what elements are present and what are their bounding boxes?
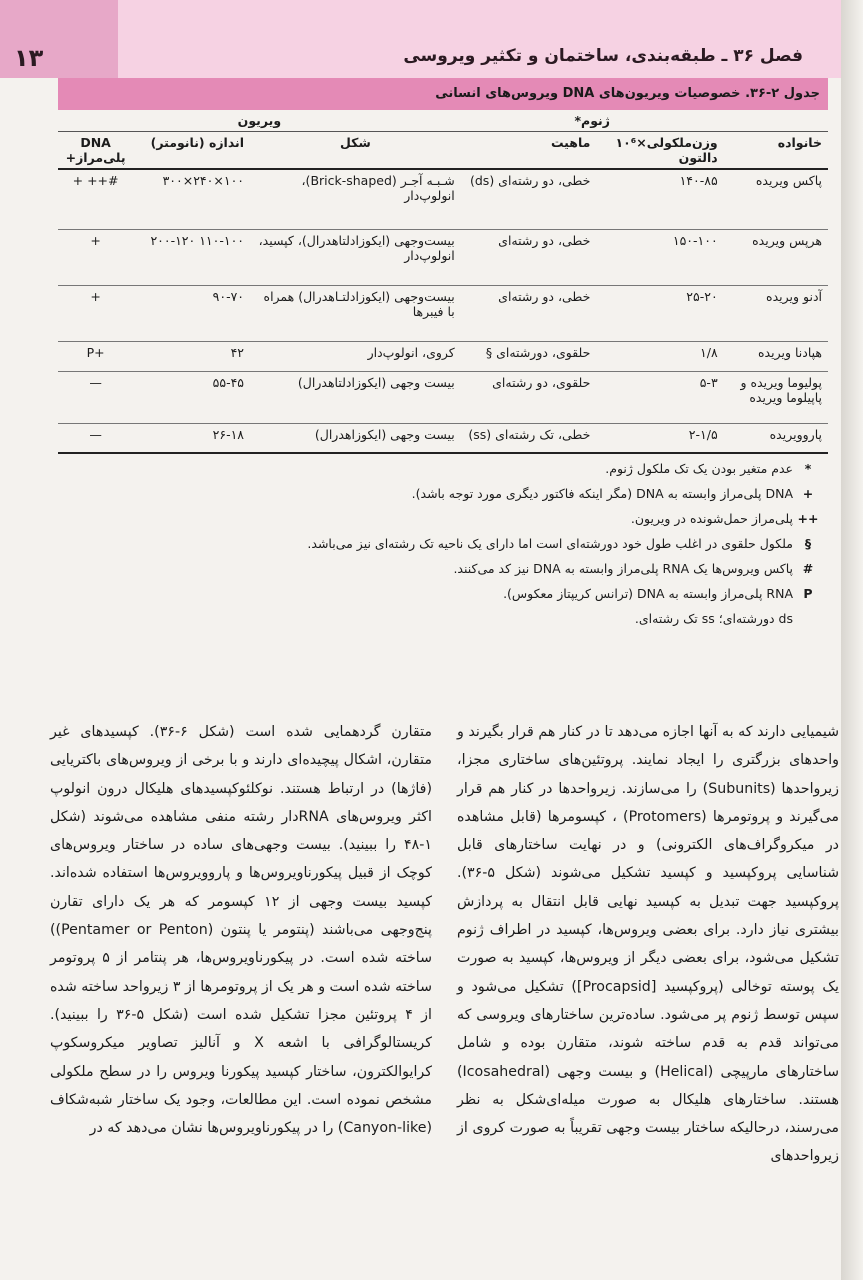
- footnote: [63, 581, 823, 606]
- footnote-symbol: +: [802, 486, 814, 501]
- cell-family: هپادنا ویریده: [757, 344, 822, 360]
- cell-shape: بیست‌وجهی (ایکوزادلتـاهدرال) همراه با فیبرها: [263, 288, 455, 319]
- cell-shape: کروی، انولوپ‌دار: [367, 344, 455, 360]
- cell-nature: خطی، تک رشته‌ای (ss): [468, 426, 591, 442]
- table-row: [58, 371, 828, 423]
- cell-mw: ۱۴۰-۸۵: [679, 173, 718, 188]
- footnote: [63, 481, 823, 506]
- genome-group-header: ژنوم*: [461, 110, 724, 132]
- col-shape: شکل: [250, 132, 461, 170]
- virion-group-header: ویریون: [58, 110, 461, 132]
- cell-polymerase: —: [89, 426, 102, 442]
- cell-mw: ۲-۱/۵: [688, 426, 718, 442]
- footnote: [63, 606, 823, 631]
- page-edge-shadow: [841, 0, 863, 1280]
- cell-nature: حلقوی، دورشته‌ای §: [485, 344, 591, 360]
- cell-polymerase: +: [90, 232, 101, 248]
- table-row: [58, 341, 828, 371]
- cell-nature: حلقوی، دو رشته‌ای: [492, 374, 591, 390]
- cell-polymerase: +: [90, 288, 101, 304]
- page-number: ۱۳: [14, 44, 44, 72]
- table-footnotes: [63, 456, 823, 631]
- cell-family: پاروویریده: [769, 426, 822, 442]
- cell-mw: ۱/۸: [700, 344, 718, 360]
- cell-polymerase: #++ +: [72, 173, 119, 188]
- footnote-text: ملکول حلقوی در اغلب طول خود دورشته‌ای است اما دارای یک ناحیه تک رشته‌ای نیز می‌باشد.: [307, 536, 793, 551]
- body-paragraph: متقارن گردهمایی شده است (شکل ۶-۳۶). کپسیدهای غیر متقارن، اشکال پیچیده‌ای دارند و با برخی از ویروس‌های باکتریایی (فاژها) در ارتباط هستند. نوکلئوکپسیدهای هلیکال درون انولوپ اکثر ویروس‌های RNAدار رشته منفی مشاهده می‌شوند (شکل ۱-۴۸ را ببینید). بیست وجهی‌های ساده در ساختار ویروس‌های کوچک از قبیل پیکورناویروس‌ها و پاروویروس‌ها استفاده شده‌اند. کپسید بیست وجهی از ۱۲ کپسومر که هر یک دارای تقارن پنج‌وجهی می‌باشند (پنتومر یا پنتون (Pentamer or Penton)) ساخته شده است. در پیکورناویروس‌ها، هر پنتامر از ۵ پروتومر ساخته شده است و هر یک از پروتومرها از ۳ زیرواحد ساخته شده از ۴ پروتئین مجزا تشکیل شده است (شکل ۵-۳۶ را ببینید). کریستالوگرافی با اشعه X و آنالیز تصاویر میکروسکوپ کرایوالکترون، ساختار کپسید پیکورنا ویروس را در سطح ملکولی مشخص نموده است. این مطالعات، وجود یک ساختار شبه‌شکاف (Canyon-like) را در پیکورناویروس‌ها نشان می‌دهد که در: [50, 724, 433, 1137]
- chapter-title: فصل ۳۶ ـ طبقه‌بندی، ساختمان و تکثیر ویروسی: [403, 46, 803, 66]
- footnote: [63, 506, 823, 531]
- cell-mw: ۲۵-۲۰: [686, 288, 718, 304]
- footnote-text: پلی‌مراز حمل‌شونده در ویریون.: [630, 511, 793, 526]
- col-polymerase: DNA پلی‌مراز+: [58, 132, 133, 170]
- cell-shape: شـبـه آجـر (Brick-shaped)، انولوپ‌دار: [301, 173, 455, 203]
- cell-mw: ۵-۳: [699, 374, 718, 390]
- footnote-text: DNA پلی‌مراز وابسته به DNA (مگر اینکه فاکتور دیگری مورد توجه باشد).: [411, 486, 793, 501]
- footnote-symbol: ++: [797, 511, 819, 526]
- cell-family: پولیوما ویریده و پاپیلوما ویریده: [740, 374, 822, 405]
- footnote: [63, 456, 823, 481]
- cell-size: ۱۰۰×۲۴۰×۳۰۰: [162, 173, 245, 188]
- cell-size: ۲۶-۱۸: [212, 426, 245, 442]
- virion-table: [58, 78, 828, 454]
- properties-table: [58, 110, 828, 454]
- cell-nature: خطی، دو رشته‌ای: [498, 288, 591, 304]
- footnote-text: پاکس ویروس‌ها یک RNA پلی‌مراز وابسته به DNA نیز کد می‌کنند.: [453, 561, 793, 576]
- footnote: [63, 556, 823, 581]
- page-header: [0, 0, 863, 78]
- cell-size: ۹۰-۷۰: [212, 288, 245, 304]
- table-row: [58, 229, 828, 285]
- cell-shape: بیست‌وجهی (ایکوزادلتاهدرال)، کپسید، انولوپ‌دار: [258, 232, 455, 263]
- cell-family: پاکس ویریده: [755, 173, 822, 188]
- footnote-symbol: *: [804, 461, 812, 476]
- table-caption: جدول ۲-۳۶. خصوصیات ویریون‌های DNA ویروس‌های انسانی: [58, 78, 828, 110]
- col-nature: ماهیت: [461, 132, 597, 170]
- cell-shape: بیست وجهی (ایکوزاهدرال): [314, 426, 455, 442]
- cell-size: ۵۵-۴۵: [212, 374, 245, 390]
- cell-family: آدنو ویریده: [766, 288, 822, 304]
- cell-nature: خطی، دو رشته‌ای (ds): [469, 173, 591, 188]
- cell-polymerase: —: [89, 374, 102, 390]
- cell-shape: بیست وجهی (ایکوزادلتاهدرال): [297, 374, 455, 390]
- table-row: [58, 285, 828, 341]
- footnote-text: عدم متغیر بودن یک تک ملکول ژنوم.: [605, 461, 793, 476]
- cell-nature: خطی، دو رشته‌ای: [498, 232, 591, 248]
- footnote-symbol: P: [803, 586, 813, 601]
- col-family: خانواده: [724, 132, 828, 170]
- empty-header: [724, 110, 828, 132]
- footnote-symbol: [793, 606, 823, 631]
- cell-size: ۱۱۰-۱۰۰ ۲۰۰-۱۲۰: [150, 232, 245, 248]
- body-paragraph: شیمیایی دارند که به آنها اجازه می‌دهد تا در کنار هم قرار بگیرند و واحدهای بزرگتری را ایجاد نمایند. پروتئین‌های ساختاری مجزا، زیرواحدها (Subunits) را می‌سازند. زیرواحدها در کنار هم قرار می‌گیرند و پروتومرها (Protomers) ، کپسومرها (قابل مشاهده در میکروگراف‌های الکترونی) و در نهایت ساختارهای قابل شناسایی پروکپسید و کپسید تشکیل می‌شوند (شکل ۵-۳۶). پروکپسید جهت تبدیل به کپسید نهایی قابل انتقال به پردازش بیشتری نیاز دارد. برای بعضی ویروس‌ها، کپسید در اطراف ژنوم تشکیل می‌شود، برای بعضی دیگر از ویروس‌ها، کپسید به صورت یک پوسته توخالی (پروکپسید [Procapsid]) تشکیل می‌شود و سپس توسط ژنوم پر می‌شود. ساده‌ترین ساختارهای ویروسی که می‌تواند قدم به قدم ساخته شوند، متقارن بوده و شامل ساختارهای مارپیچی (Helical) و بیست وجهی (Icosahedral) هستند. ساختارهای هلیکال به صورت میله‌ای‌شکل به نظر می‌رسند، درحالیکه ساختار بیست وجهی تقریباً به صورت کروی از زیرواحدهای: [457, 724, 839, 1165]
- cell-polymerase: +P: [86, 344, 105, 360]
- col-mw: وزن‌ملکولی×۱۰⁶ دالتون: [596, 132, 723, 170]
- footnote-text: RNA پلی‌مراز وابسته به DNA (ترانس کریپتاز معکوس).: [503, 586, 793, 601]
- footnote: [63, 531, 823, 556]
- cell-size: ۴۲: [230, 344, 245, 360]
- cell-mw: ۱۵۰-۱۰۰: [672, 232, 718, 248]
- col-size: اندازه (نانومتر): [133, 132, 250, 170]
- footnote-symbol: #: [802, 561, 814, 576]
- table-row: [58, 169, 828, 229]
- cell-family: هرپس ویریده: [752, 232, 822, 248]
- footnote-text: ds دورشته‌ای؛ ss تک رشته‌ای.: [634, 611, 793, 626]
- table-row: [58, 423, 828, 453]
- footnote-symbol: §: [804, 536, 812, 551]
- body-column-right: [457, 718, 839, 1171]
- body-column-left: [50, 718, 432, 1142]
- page-number-box: [0, 0, 118, 78]
